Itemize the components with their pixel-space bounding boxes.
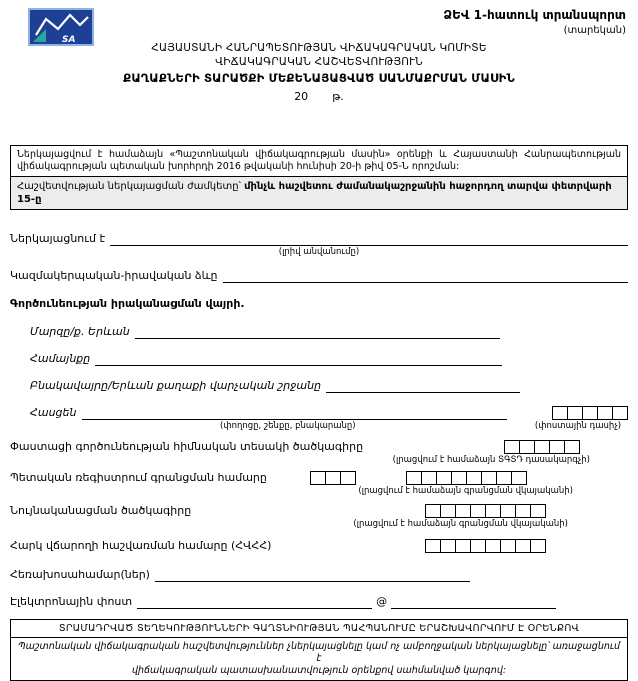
postal-hint: (փոստային դասիչ) (534, 421, 622, 431)
digit-cell[interactable] (612, 406, 628, 420)
address-hint: (փողոցը, շենքը, բնակարանը) (220, 421, 356, 431)
presents-input-line[interactable] (110, 233, 628, 246)
report-type: ՎԻՃԱԿԱԳՐԱԿԱՆ ՀԱՇՎԵՏՎՈՒԹՅՈՒՆ (215, 56, 423, 68)
register-boxes-group1[interactable] (310, 471, 356, 485)
digit-cell[interactable] (504, 440, 520, 454)
idcode-boxes[interactable] (425, 504, 546, 518)
committee-name: ՀԱՅԱՍՏԱՆԻ ՀԱՆՐԱՊԵՏՈՒԹՅԱՆ ՎԻՃԱԿԱԳՐԱԿԱՆ ԿՈՄԻՏԵ (151, 42, 487, 54)
activity-code-boxes[interactable] (504, 440, 580, 454)
digit-cell[interactable] (406, 471, 422, 485)
legal-basis-text: Ներկայացվում է համաձայն «Պաշտոնական վիճակագրության մասին» օրենքի և Հայաստանի Հանրապետության վիճակագրության պետական խորհրդի 2016 թվականի հունիսի 20-ի թիվ 05-Ն որոշման: (17, 149, 621, 172)
phone-input-line[interactable] (155, 569, 470, 582)
digit-cell[interactable] (564, 440, 580, 454)
idcode-hint: (լրացվում է համաձայն գրանցման վկայականի) (353, 519, 568, 529)
year-input-blank[interactable] (312, 91, 328, 103)
email-domain-input-line[interactable] (391, 596, 556, 609)
digit-cell[interactable] (451, 471, 467, 485)
digit-cell[interactable] (500, 539, 516, 553)
digit-cell[interactable] (325, 471, 341, 485)
presents-hint: (լրիվ անվանումը) (278, 247, 360, 257)
idcode-label: Նույնականացման ծածկագիրը (10, 504, 192, 517)
settlement-input-line[interactable] (326, 380, 520, 393)
digit-cell[interactable] (421, 471, 437, 485)
armstat-logo (28, 8, 94, 46)
presents-row (10, 232, 628, 246)
digit-cell[interactable] (519, 440, 535, 454)
digit-cell[interactable] (425, 504, 441, 518)
digit-cell[interactable] (340, 471, 356, 485)
liability-line2: վիճակագրական պատասխանատվություն օրենքով սահմանված կարգով: (131, 665, 507, 676)
tin-label: Հարկ վճարողի հաշվառման համարը (ՀՎՀՀ) (10, 539, 272, 552)
email-label: Էլեկտրոնային փոստ (10, 595, 133, 608)
digit-cell[interactable] (515, 504, 531, 518)
digit-cell[interactable] (534, 440, 550, 454)
register-label: Պետական ռեգիստրում գրանցման համարը (10, 471, 267, 484)
digit-cell[interactable] (470, 539, 486, 553)
address-input-line[interactable] (82, 407, 508, 420)
digit-cell[interactable] (436, 471, 452, 485)
email-local-input-line[interactable] (137, 596, 372, 609)
digit-cell[interactable] (549, 440, 565, 454)
activity-code-hint: (լրացվում է համաձայն ՏԳՏԴ դասակարգչի) (392, 455, 590, 465)
digit-cell[interactable] (485, 539, 501, 553)
digit-cell[interactable] (466, 471, 482, 485)
address-row (10, 406, 628, 420)
digit-cell[interactable] (511, 471, 527, 485)
community-input-line[interactable] (95, 353, 502, 366)
location-heading: Գործունեության իրականացման վայրի. (10, 297, 245, 310)
digit-cell[interactable] (597, 406, 613, 420)
community-row (10, 352, 628, 366)
community-label: Համայնքը (30, 352, 91, 365)
register-hint: (լրացվում է համաձայն գրանցման վկայականի) (358, 486, 573, 496)
deadline-prefix: Հաշվետվության ներկայացման ժամկետը՝ (17, 181, 245, 192)
legal-form-row (10, 269, 628, 283)
liability-text (11, 638, 627, 680)
form-title: ՔԱՂԱՔՆԵՐԻ ՏԱՐԱԾՔԻ ՄԵՔԵՆԱՅԱՑՎԱԾ ՍԱՆՄԱՔՐՄԱՆ ՄԱՍԻՆ (123, 71, 515, 85)
year-row (10, 90, 628, 103)
digit-cell[interactable] (440, 539, 456, 553)
digit-cell[interactable] (481, 471, 497, 485)
address-hints-row (10, 421, 628, 431)
legal-form-label: Կազմակերպական-իրավական ձևը (10, 269, 218, 282)
digit-cell[interactable] (485, 504, 501, 518)
digit-cell[interactable] (496, 471, 512, 485)
register-row (10, 471, 628, 485)
settlement-label: Բնակավայրը/Երևան քաղաքի վարչական շրջանը (30, 379, 322, 392)
postal-code-boxes[interactable] (552, 406, 628, 420)
idcode-row (10, 504, 628, 518)
legal-form-input-line[interactable] (223, 270, 629, 283)
activity-code-label: Փաստացի գործունեության հիմնական տեսակի ծածկագիրը (10, 440, 364, 453)
digit-cell[interactable] (470, 504, 486, 518)
register-boxes-group2[interactable] (406, 471, 527, 485)
notice-box (10, 145, 628, 210)
digit-cell[interactable] (455, 539, 471, 553)
email-at-sign: @ (376, 595, 388, 608)
tin-row (10, 539, 628, 553)
statistics-logo-graphic (28, 8, 94, 46)
liability-line1: Պաշտոնական վիճակագրական հաշվետվություններ չներկայացնելը կամ ոչ ամբողջական ներկայացնելը՝ առաջացնում է (17, 641, 621, 664)
digit-cell[interactable] (310, 471, 326, 485)
digit-cell[interactable] (552, 406, 568, 420)
digit-cell[interactable] (530, 504, 546, 518)
year-suffix: թ. (332, 90, 344, 103)
phone-label: Հեռախոսահամար(ներ) (10, 568, 150, 581)
digit-cell[interactable] (582, 406, 598, 420)
digit-cell[interactable] (500, 504, 516, 518)
address-label: Հասցեն (30, 406, 77, 419)
form-code-block (443, 8, 626, 36)
digit-cell[interactable] (440, 504, 456, 518)
tin-boxes[interactable] (425, 539, 546, 553)
settlement-row (10, 379, 628, 393)
digit-cell[interactable] (567, 406, 583, 420)
marz-input-line[interactable] (135, 326, 500, 339)
confidentiality-guarantee: ՏՐԱՄԱԴՐՎԱԾ ՏԵՂԵԿՈՒԹՅՈՒՆՆԵՐԻ ԳԱՂՏՆԻՈՒԹՅԱՆ ՊԱՀՊԱՆՈՒՄԸ ԵՐԱՇԽԱՎՈՐՎՈՒՄ Է ՕՐԵՆՔՈՎ (11, 620, 627, 638)
email-row (10, 595, 628, 609)
digit-cell[interactable] (425, 539, 441, 553)
activity-code-row (10, 440, 628, 454)
marz-row (10, 325, 628, 339)
footer-legal-box (10, 619, 628, 681)
digit-cell[interactable] (530, 539, 546, 553)
presents-label: Ներկայացնում է (10, 232, 106, 245)
logo-text: SA (62, 35, 76, 45)
marz-label: Մարզը/ք. Երևան (30, 325, 130, 338)
form-code: ՁԵՎ 1-հատուկ տրանսպորտ (443, 8, 626, 22)
form-period: (տարեկան) (563, 25, 626, 36)
digit-cell[interactable] (515, 539, 531, 553)
digit-cell[interactable] (455, 504, 471, 518)
deadline-date: մինչև հաշվետու ժամանակաշրջանին հաջորդող տարվա փետրվարի 15-ը (17, 181, 612, 205)
deadline-row (11, 176, 627, 209)
phone-row (10, 568, 628, 582)
year-prefix: 20 (294, 90, 309, 103)
